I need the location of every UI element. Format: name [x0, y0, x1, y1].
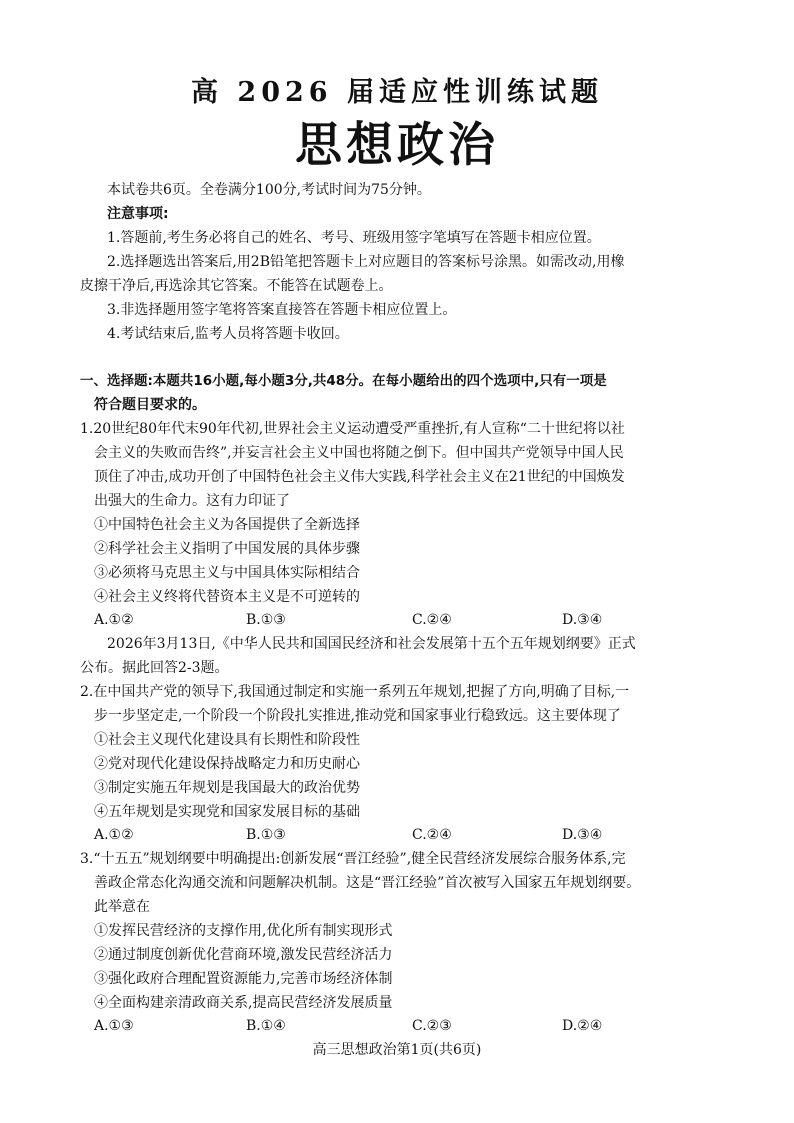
question-2-stem: 2.在中国共产党的领导下,我国通过制定和实施一系列五年规划,把握了方向,明确了目标,一: [80, 684, 630, 700]
option-d[interactable]: D.③④: [562, 827, 603, 843]
option-a[interactable]: A.①②: [94, 612, 134, 628]
exam-summary: 本试卷共6页。全卷满分100分,考试时间为75分钟。: [107, 182, 431, 198]
question-3-stem: 此举意在: [94, 899, 150, 915]
option-b[interactable]: B.①④: [246, 1018, 286, 1034]
option-d[interactable]: D.③④: [562, 612, 603, 628]
exam-title: 高 2026 届适应性训练试题: [191, 77, 603, 108]
question-3-statement: ②通过制度创新优化营商环境,激发民营经济活力: [94, 947, 393, 963]
notice-item-continued: 皮擦干净后,再选涂其它答案。不能答在试题卷上。: [80, 278, 393, 294]
option-c[interactable]: C.②④: [412, 827, 452, 843]
subject-title: 思想政治: [295, 118, 499, 173]
question-1-stem: 出强大的生命力。这有力印证了: [94, 493, 290, 509]
question-3-stem: 3.“十五五”规划纲要中明确提出:创新发展“晋江经验”,健全民营经济发展综合服务体系,完: [80, 851, 626, 867]
question-2-statement: ①社会主义现代化建设具有长期性和阶段性: [94, 732, 360, 748]
question-1-statement: ①中国特色社会主义为各国提供了全新选择: [94, 517, 360, 533]
material-text: 2026年3月13日,《中华人民共和国国民经济和社会发展第十五个五年规划纲要》正式: [107, 636, 636, 652]
section-heading-continued: 符合题目要求的。: [94, 397, 206, 413]
notice-item: 1.答题前,考生务必将自己的姓名、考号、班级用签字笔填写在答题卡相应位置。: [107, 230, 601, 246]
option-b[interactable]: B.①③: [246, 612, 286, 628]
notice-heading: 注意事项:: [107, 206, 169, 222]
notice-item: 3.非选择题用签字笔将答案直接答在答题卡相应位置上。: [107, 302, 457, 318]
question-1-stem: 顶住了冲击,成功开创了中国特色社会主义伟大实践,科学社会主义在21世纪的中国焕发: [94, 469, 625, 485]
material-text-continued: 公布。据此回答2-3题。: [80, 660, 229, 676]
question-3-stem: 善政企常态化沟通交流和问题解决机制。这是“晋江经验”首次被写入国家五年规划纲要。: [94, 875, 641, 891]
option-c[interactable]: C.②④: [412, 612, 452, 628]
question-2-statement: ④五年规划是实现党和国家发展目标的基础: [94, 804, 360, 820]
question-1-statement: ③必须将马克思主义与中国具体实际相结合: [94, 565, 360, 581]
section-heading: 一、选择题:本题共16小题,每小题3分,共48分。在每小题给出的四个选项中,只有一项是: [80, 373, 607, 389]
question-2-statement: ③制定实施五年规划是我国最大的政治优势: [94, 780, 360, 796]
question-3-statement: ③强化政府合理配置资源能力,完善市场经济体制: [94, 971, 393, 987]
question-1-stem: 1.20世纪80年代末90年代初,世界社会主义运动遭受严重挫折,有人宣称“二十世纪将以社: [80, 421, 625, 437]
option-a[interactable]: A.①②: [94, 827, 134, 843]
option-d[interactable]: D.②④: [562, 1018, 603, 1034]
question-2-statement: ②党对现代化建设保持战略定力和历史耐心: [94, 756, 360, 772]
page-footer: 高三思想政治第1页(共6页): [312, 1042, 482, 1058]
question-3-statement: ④全面构建亲清政商关系,提高民营经济发展质量: [94, 995, 393, 1011]
question-1-statement: ④社会主义终将代替资本主义是不可逆转的: [94, 589, 360, 605]
notice-item: 2.选择题选出答案后,用2B铅笔把答题卡上对应题目的答案标号涂黑。如需改动,用橡: [107, 254, 625, 270]
question-1-stem: 会主义的失败而告终”,并妄言社会主义中国也将随之倒下。但中国共产党领导中国人民: [94, 445, 624, 461]
question-1-statement: ②科学社会主义指明了中国发展的具体步骤: [94, 541, 360, 557]
question-3-statement: ①发挥民营经济的支撑作用,优化所有制实现形式: [94, 923, 393, 939]
option-a[interactable]: A.①③: [94, 1018, 134, 1034]
question-2-stem: 步一步坚定走,一个阶段一个阶段扎实推进,推动党和国家事业行稳致远。这主要体现了: [94, 708, 621, 724]
notice-item: 4.考试结束后,监考人员将答题卡收回。: [107, 326, 349, 342]
option-c[interactable]: C.②③: [412, 1018, 452, 1034]
option-b[interactable]: B.①③: [246, 827, 286, 843]
